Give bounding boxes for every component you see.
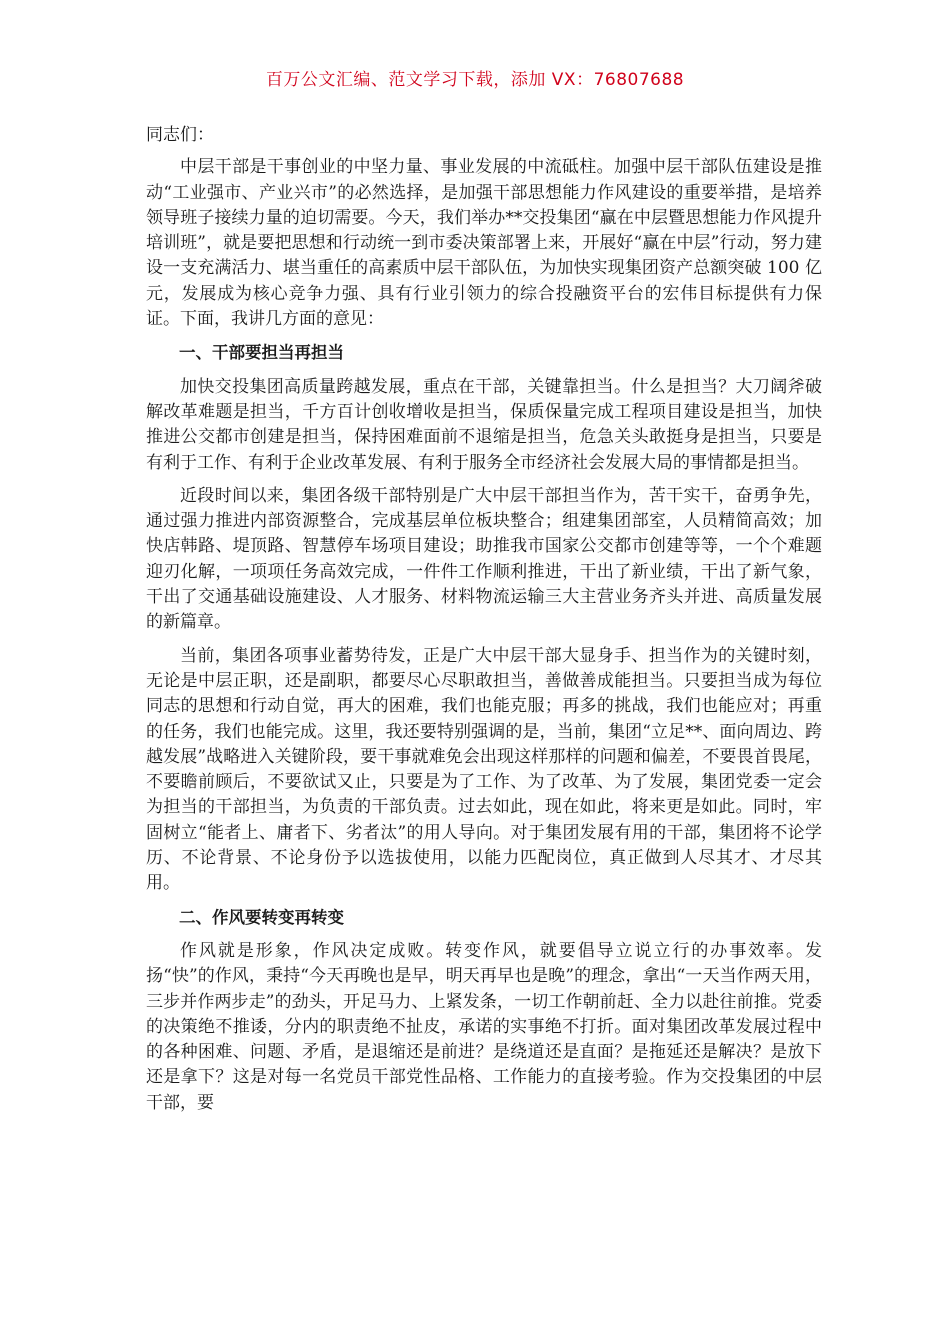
section1-paragraph-3: 当前，集团各项事业蓄势待发，正是广大中层干部大显身手、担当作为的关键时刻，无论是中层正职，还是副职，都要尽心尽职敢担当，善做善成能担当。只要担当成为每位同志的思想和行动自觉，再大的困难，我们也能克服；再多的挑战，我们也能应对；再重的任务，我们也能完成。这里，我还要特别强调的是，当前，集团“立足**、面向周边、跨越发展”战略进入关键阶段，要干事就难免会出现这样那样的问题和偏差，不要畏首畏尾，不要瞻前顾后，不要欲试又止，只要是为了工作、为了改革、为了发展，集团党委一定会为担当的干部担当，为负责的干部负责。过去如此，现在如此，将来更是如此。同时，牢固树立“能者上、庸者下、劣者汰”的用人导向。对于集团发展有用的干部，集团将不论学历、不论背景、不论身份予以选拔使用，以能力匹配岗位，真正做到人尽其才、才尽其用。 xyxy=(146,645,822,894)
section1-paragraph-1: 加快交投集团高质量跨越发展，重点在干部，关键靠担当。什么是担当？大刀阔斧破解改革难题是担当，千方百计创收增收是担当，保质保量完成工程项目建设是担当，加快推进公交都市创建是担当，保持困难面前不退缩是担当，危急关头敢挺身是担当，只要是有利于工作、有利于企业改革发展、有利于服务全市经济社会发展大局的事情都是担当。 xyxy=(146,376,822,473)
section-heading-2: 二、作风要转变再转变 xyxy=(179,907,344,927)
document-body xyxy=(146,123,822,1124)
intro-paragraph: 中层干部是干事创业的中坚力量、事业发展的中流砥柱。加强中层干部队伍建设是推动“工业强市、产业兴市”的必然选择，是加强干部思想能力作风建设的重要举措，是培养领导班子接续力量的迫切需要。今天，我们举办**交投集团“赢在中层暨思想能力作风提升培训班”，就是要把思想和行动统一到市委决策部署上来，开展好“赢在中层”行动，努力建设一支充满活力、堪当重任的高素质中层干部队伍，为加快实现集团资产总额突破 100 亿元，发展成为核心竞争力强、具有行业引领力的综合投融资平台的宏伟目标提供有力保证。下面，我讲几方面的意见： xyxy=(146,157,822,330)
header-banner: 百万公文汇编、范文学习下载，添加 VX：76807688 xyxy=(265,70,685,90)
section2-paragraph-1: 作风就是形象，作风决定成败。转变作风，就要倡导立说立行的办事效率。发扬“快”的作风，秉持“今天再晚也是早，明天再早也是晚”的理念，拿出“一天当作两天用，三步并作两步走”的劲头，开足马力、上紧发条，一切工作朝前赶、全力以赴往前推。党委的决策绝不推诿，分内的职责绝不扯皮，承诺的实事绝不打折。面对集团改革发展过程中的各种困难、问题、矛盾，是退缩还是前进？是绕道还是直面？是拖延还是解决？是放下还是拿下？这是对每一名党员干部党性品格、工作能力的直接考验。作为交投集团的中层干部，要 xyxy=(146,940,822,1113)
section-heading-1: 一、干部要担当再担当 xyxy=(179,343,344,363)
salutation: 同志们： xyxy=(146,125,214,145)
section1-paragraph-2: 近段时间以来，集团各级干部特别是广大中层干部担当作为，苦干实干，奋勇争先，通过强力推进内部资源整合，完成基层单位板块整合；组建集团部室，人员精简高效；加快店韩路、堤顶路、智慧停车场项目建设；助推我市国家公交都市创建等等，一个个难题迎刃化解，一项项任务高效完成，一件件工作顺利推进，干出了新业绩，干出了新气象，干出了交通基础设施建设、人才服务、材料物流运输三大主营业务齐头并进、高质量发展的新篇章。 xyxy=(146,485,822,633)
